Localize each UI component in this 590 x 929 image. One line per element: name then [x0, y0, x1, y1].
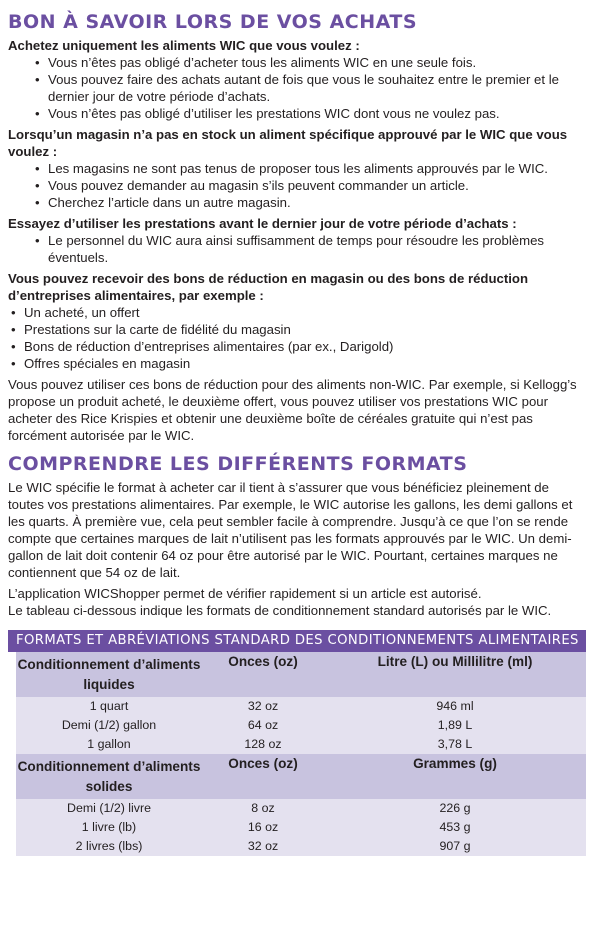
table-header-row-solids — [16, 754, 586, 799]
paragraph-table-intro: Le tableau ci-dessous indique les formats de conditionnement standard autorisés par le WIC. — [8, 603, 552, 618]
list-item: • Le personnel du WIC aura ainsi suffisamment de temps pour résoudre les problèmes éventuels. — [8, 232, 582, 266]
list-item: • Vous pouvez demander au magasin s’ils peuvent commander un article. — [8, 177, 582, 194]
paragraph-formats-explanation: Le WIC spécifie le format à acheter car il tient à s’assurer que vous bénéficiez pleinement de toutes vos prestations alimentaires. Par exemple, le WIC autorise les gallons, les demi gallons et les quarts. À première vue, cela peut sembler facile à comprendre. Jusqu’à ce que l’on se rende compte que certaines marques de lait n’utilisent pas les formats approuvés par le WIC. Un demi-gallon de lait doit contenir 64 oz pour être autorisé par le WIC. Pourtant, certaines marques ne contiennent que 54 oz de lait. — [8, 480, 573, 580]
table-header-cell: Litre (L) ou Millilitre (ml) — [324, 652, 586, 697]
table-cell: 8 oz — [202, 799, 324, 818]
table-cell: 453 g — [324, 818, 586, 837]
table-cell: 226 g — [324, 799, 586, 818]
heading-buy-only-wanted: Achetez uniquement les aliments WIC que vous voulez : — [8, 38, 360, 53]
table-cell: Demi (1/2) livre — [16, 799, 202, 818]
table-cell: 907 g — [324, 837, 586, 856]
table-cell: 1,89 L — [324, 716, 586, 735]
table-cell: 1 quart — [16, 697, 202, 716]
paragraph-wicshopper: L’application WICShopper permet de vérifier rapidement si un article est autorisé. — [8, 586, 482, 601]
table-cell: 32 oz — [202, 837, 324, 856]
table-title: FORMATS ET ABRÉVIATIONS STANDARD DES CONDITIONNEMENTS ALIMENTAIRES — [8, 630, 586, 652]
table-cell: 946 ml — [324, 697, 586, 716]
table-row — [16, 735, 586, 754]
table-row — [16, 799, 586, 818]
list-item: • Bons de réduction d’entreprises alimentaires (par ex., Darigold) — [8, 338, 582, 355]
table-header-row-liquids — [16, 652, 586, 697]
table-header-cell: Conditionnement d’aliments liquides — [16, 652, 202, 697]
list-out-of-stock — [8, 160, 582, 211]
formats-table — [8, 630, 586, 856]
heading-use-benefits-early: Essayez d’utiliser les prestations avant le dernier jour de votre période d’achats : — [8, 216, 517, 231]
table-cell: 1 gallon — [16, 735, 202, 754]
list-item: • Prestations sur la carte de fidélité du magasin — [8, 321, 582, 338]
list-item: • Vous n’êtes pas obligé d’acheter tous les aliments WIC en une seule fois. — [8, 54, 582, 71]
table-cell: 2 livres (lbs) — [16, 837, 202, 856]
list-item: • Vous n’êtes pas obligé d’utiliser les prestations WIC dont vous ne voulez pas. — [8, 105, 582, 122]
paragraph-coupons-example: Vous pouvez utiliser ces bons de réduction pour des aliments non-WIC. Par exemple, si Kellogg’s propose un produit acheté, le deuxième offert, vous pouvez utiliser vos prestations WIC pour acheter des Rice Krispies et obtenir une deuxième boîte de céréales gratuite qui n’est pas forcément autorisée par le WIC. — [8, 377, 577, 443]
table-cell: 64 oz — [202, 716, 324, 735]
list-use-benefits-early — [8, 232, 582, 266]
list-coupons — [8, 304, 582, 372]
table-header-cell: Onces (oz) — [202, 652, 324, 697]
table-row — [16, 716, 586, 735]
heading-out-of-stock: Lorsqu’un magasin n’a pas en stock un aliment spécifique approuvé par le WIC que vous voulez : — [8, 127, 568, 159]
list-item: • Les magasins ne sont pas tenus de proposer tous les aliments approuvés par le WIC. — [8, 160, 582, 177]
table-cell: 32 oz — [202, 697, 324, 716]
table-cell: 16 oz — [202, 818, 324, 837]
list-item: • Offres spéciales en magasin — [8, 355, 582, 372]
section-title-shopping-tips: BON À SAVOIR LORS DE VOS ACHATS — [8, 11, 418, 33]
table-cell: 1 livre (lb) — [16, 818, 202, 837]
table-row — [16, 818, 586, 837]
table-header-cell: Grammes (g) — [324, 754, 586, 799]
list-item: • Un acheté, un offert — [8, 304, 582, 321]
table-row — [16, 697, 586, 716]
table-row — [16, 837, 586, 856]
table-cell: Demi (1/2) gallon — [16, 716, 202, 735]
list-buy-only-wanted — [8, 54, 582, 122]
table-cell: 128 oz — [202, 735, 324, 754]
table-header-cell: Conditionnement d’aliments solides — [16, 754, 202, 799]
table-header-cell: Onces (oz) — [202, 754, 324, 799]
table-cell: 3,78 L — [324, 735, 586, 754]
formats-table-grid — [16, 652, 586, 856]
section-title-formats: COMPRENDRE LES DIFFÉRENTS FORMATS — [8, 453, 468, 475]
heading-coupons: Vous pouvez recevoir des bons de réduction en magasin ou des bons de réduction d’entreprises alimentaires, par exemple : — [8, 271, 529, 303]
list-item: • Vous pouvez faire des achats autant de fois que vous le souhaitez entre le premier et le dernier jour de votre période d’achats. — [8, 71, 582, 105]
list-item: • Cherchez l’article dans un autre magasin. — [8, 194, 582, 211]
